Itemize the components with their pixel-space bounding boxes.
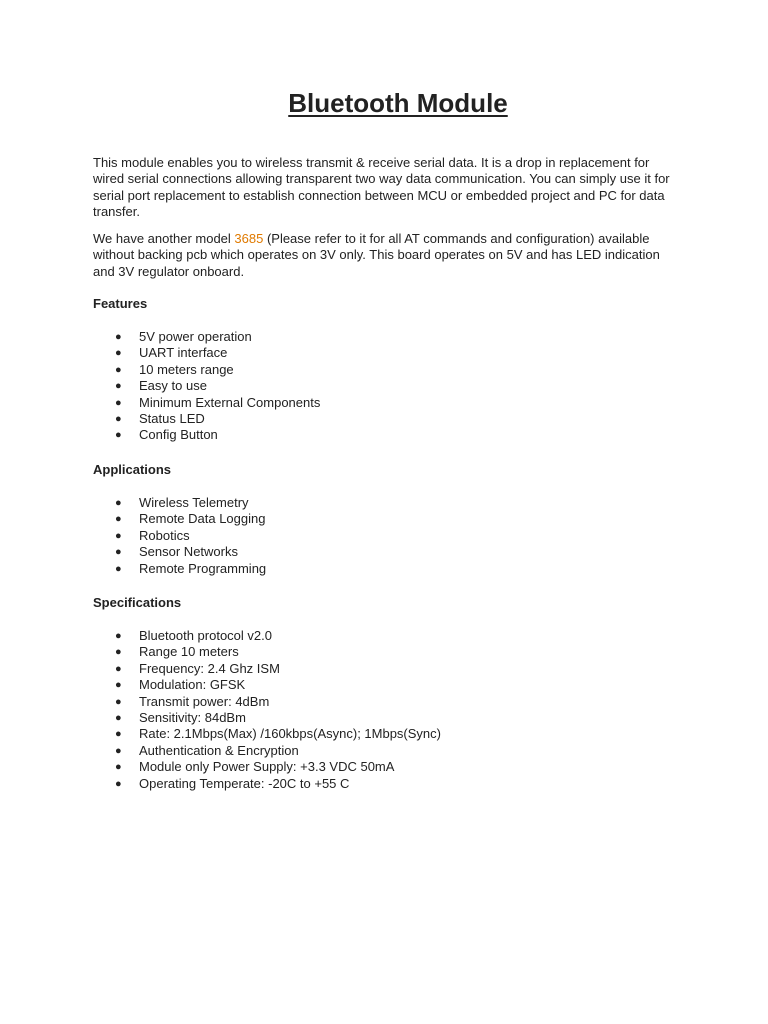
bullet-icon: ●	[115, 497, 122, 509]
specifications-list	[93, 628, 441, 792]
list-item: ● Rate: 2.1Mbps(Max) /160kbps(Async); 1Mbps(Sync)	[115, 726, 441, 742]
applications-heading: Applications	[93, 462, 172, 477]
list-item: ● Robotics	[115, 527, 190, 543]
list-item: ● UART interface	[115, 345, 228, 361]
list-item: ● Transmit power: 4dBm	[115, 693, 270, 709]
list-item: ● Module only Power Supply: +3.3 VDC 50mA	[115, 759, 395, 775]
features-list	[93, 329, 320, 444]
bullet-icon: ●	[115, 331, 122, 343]
bullet-icon: ●	[115, 630, 122, 642]
list-item: ● Modulation: GFSK	[115, 677, 246, 693]
list-item: ● Bluetooth protocol v2.0	[115, 628, 272, 643]
bullet-icon: ●	[115, 695, 122, 708]
bullet-icon: ●	[115, 513, 122, 526]
bullet-icon: ●	[115, 646, 122, 659]
list-item: ● Minimum External Components	[115, 394, 321, 410]
list-item: ● Sensitivity: 84dBm	[115, 709, 246, 725]
bullet-icon: ●	[115, 662, 122, 675]
list-item: ● Authentication & Encryption	[115, 742, 299, 758]
model-text-before: We have another model	[93, 231, 235, 246]
list-item: ● Easy to use	[115, 378, 207, 394]
bullet-icon: ●	[115, 347, 122, 360]
document-title: Bluetooth Module	[288, 88, 508, 118]
bullet-icon: ●	[115, 363, 122, 376]
list-item: ● 10 meters range	[115, 361, 234, 377]
specifications-heading: Specifications	[93, 595, 182, 610]
bullet-icon: ●	[115, 679, 122, 692]
list-item: ● Frequency: 2.4 Ghz ISM	[115, 660, 280, 676]
bullet-icon: ●	[115, 396, 122, 409]
list-item: ● Sensor Networks	[115, 544, 238, 560]
bullet-icon: ●	[115, 429, 122, 442]
list-item: ● 5V power operation	[115, 329, 252, 344]
bullet-icon: ●	[115, 562, 122, 575]
bullet-icon: ●	[115, 380, 122, 393]
list-item: ● Config Button	[115, 427, 218, 443]
model-paragraph	[93, 231, 683, 280]
bullet-icon: ●	[115, 412, 122, 425]
bullet-icon: ●	[115, 529, 122, 542]
model-3685-link[interactable]: 3685	[234, 231, 264, 246]
bullet-icon: ●	[115, 744, 122, 757]
intro-paragraph: This module enables you to wireless transmit & receive serial data. It is a drop in replacement for wired serial connections allowing transparent two way data communication. You can simply use it for serial port replacement to establish connection between MCU or embedded project and PC for data transfer.	[93, 155, 670, 220]
bullet-icon: ●	[115, 761, 122, 774]
list-item: ● Status LED	[115, 410, 205, 426]
list-item: ● Remote Data Logging	[115, 511, 266, 527]
model-text-after: (Please refer to it for all AT commands and configuration) available without backing pcb which operates on 3V only. This board operates on 5V and has LED indication and 3V regulator onboard.	[93, 231, 660, 279]
applications-list	[93, 495, 266, 577]
list-item: ● Remote Programming	[115, 560, 267, 576]
bullet-icon: ●	[115, 777, 122, 790]
bullet-icon: ●	[115, 546, 122, 559]
bullet-icon: ●	[115, 728, 122, 741]
list-item: ● Range 10 meters	[115, 644, 239, 660]
bullet-icon: ●	[115, 711, 122, 724]
list-item: ● Wireless Telemetry	[115, 495, 249, 510]
features-heading: Features	[93, 296, 148, 311]
list-item: ● Operating Temperate: -20C to +55 C	[115, 775, 350, 791]
